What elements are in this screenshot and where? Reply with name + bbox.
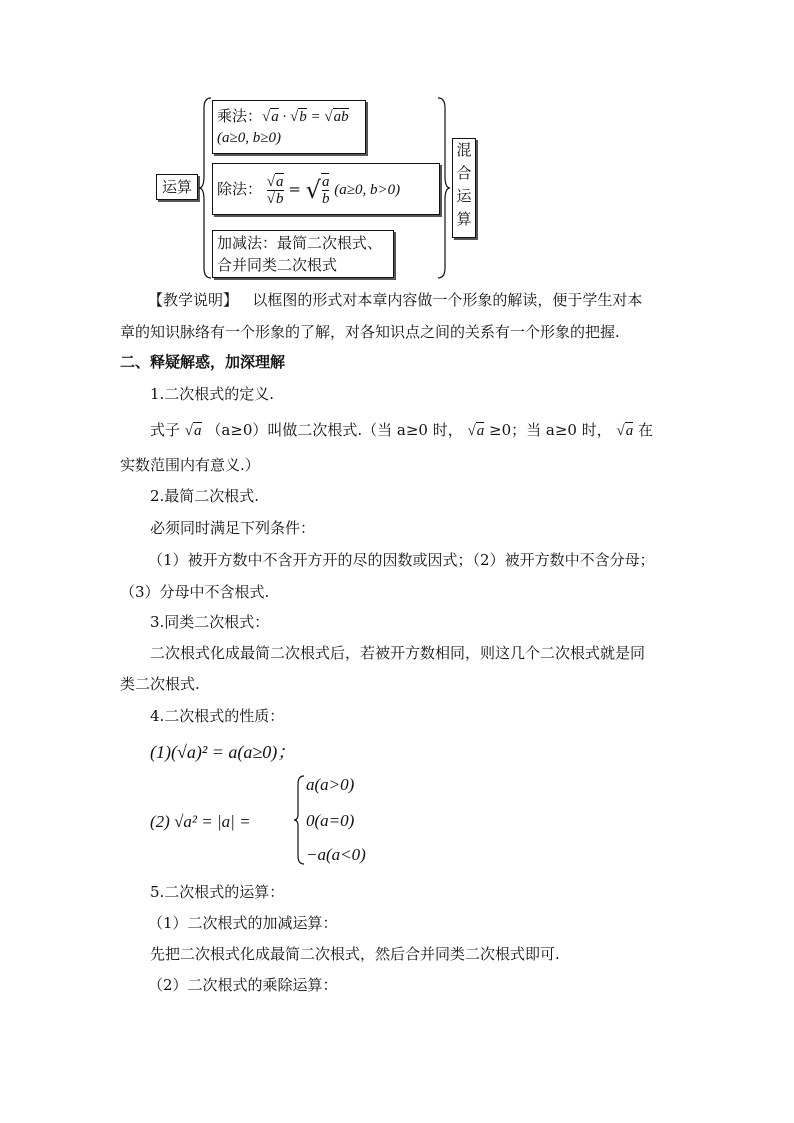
item1-title: 1.二次根式的定义. [150, 385, 275, 403]
multiplication-box [212, 100, 366, 154]
item2-line-1: 必须同时满足下列条件： [150, 519, 316, 537]
item5-sub-2: （2）二次根式的乘除运算： [148, 976, 338, 994]
addition-box [212, 230, 394, 278]
multiplication-formula: √a · √b = √ab [262, 109, 349, 125]
multiplication-label: 乘法： [217, 107, 263, 125]
cases-brace [293, 774, 305, 866]
division-condition: (a≥0, b>0) [334, 182, 401, 198]
item3-line-1: 二次根式化成最简二次根式后，若被开方数相同，则这几个二次根式就是同 [150, 644, 646, 662]
division-fraction-left: $\frac{√a}{√b}$ [266, 173, 284, 207]
item1-line-1: 式子 √a （a≥0）叫做二次根式.（当 a≥0 时， √a ≥0；当 a≥0 时， √a 在 [150, 421, 654, 439]
mixed-char-3: 运 [456, 187, 472, 205]
case-3: −a(a<0) [306, 845, 366, 864]
left-brace [198, 96, 212, 280]
addition-line-2: 合并同类二次根式 [217, 256, 338, 274]
item3-title: 3.同类二次根式： [150, 613, 270, 631]
section-heading: 二、释疑解惑，加深理解 [120, 353, 286, 371]
division-label: 除法： [217, 180, 263, 198]
item3-line-2: 类二次根式. [120, 675, 200, 693]
root-label: 运算 [161, 178, 192, 196]
addition-line-1: 加减法：最简二次根式、 [217, 234, 383, 252]
item2-title: 2.最简二次根式. [150, 487, 260, 505]
case-2: 0(a=0) [306, 811, 355, 830]
mixed-operations-box [452, 138, 476, 238]
teaching-note-line-1: 【教学说明】 以框图的形式对本章内容做一个形象的解读，便于学生对本 [148, 291, 643, 309]
item5-title: 5.二次根式的运算： [150, 883, 285, 901]
property-1: (1)(√a)² = a(a≥0)； [150, 742, 296, 762]
property-2-lhs: (2) √a² = |a| = [150, 812, 251, 831]
item5-sub-1: （1）二次根式的加减运算： [148, 914, 338, 932]
mixed-char-1: 混 [456, 141, 472, 159]
item1-line-2: 实数范围内有意义.） [120, 456, 260, 474]
item4-title: 4.二次根式的性质： [150, 707, 285, 725]
mixed-char-2: 合 [456, 164, 472, 182]
item2-line-2: （1）被开方数中不含开方开的尽的因数或因式；（2）被开方数中不含分母； [148, 551, 655, 569]
multiplication-condition: (a≥0, b≥0) [217, 130, 281, 146]
teaching-note-label: 【教学说明】 [148, 291, 239, 309]
item2-line-3: （3）分母中不含根式. [120, 583, 270, 601]
item5-sub-1-text: 先把二次根式化成最简二次根式，然后合并同类二次根式即可. [150, 945, 560, 963]
teaching-note-line-2: 章的知识脉络有一个形象的了解，对各知识点之间的关系有一个形象的把握. [120, 323, 620, 341]
case-1: a(a>0) [306, 775, 355, 794]
root-box [156, 174, 198, 200]
right-brace [437, 96, 451, 280]
division-fraction-right: $\frac{a}{b}$ [321, 174, 330, 207]
division-box: 除法： $\frac{√a}{√b}$ = √ $\frac{a}{b}$ (a≥0, b>0) [212, 163, 440, 215]
mixed-char-4: 算 [456, 210, 472, 228]
division-equals: = [288, 180, 301, 198]
